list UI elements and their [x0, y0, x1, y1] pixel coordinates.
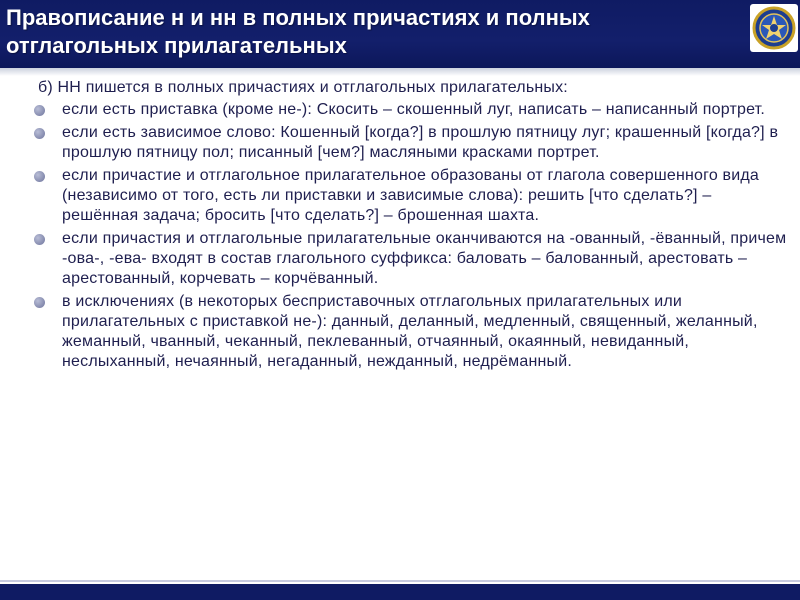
bullet-dot-icon — [34, 171, 45, 182]
rule-text: если причастия и отглагольные прилагательные оканчиваются на -ованный, -ёванный, причем -ова-, -ева- входят в состав глагольного суффикса: баловать – балованный, арестовать – арестованный, корчевать – корчёванный. — [62, 230, 787, 287]
bullet-dot-icon — [34, 234, 45, 245]
bullet-dot-icon — [34, 128, 45, 139]
footer-bar — [0, 584, 800, 600]
rule-item — [30, 123, 790, 163]
rules-content — [30, 78, 790, 375]
header-shadow — [0, 68, 800, 76]
rule-item — [30, 229, 790, 289]
rule-item — [30, 292, 790, 372]
rule-text: в исключениях (в некоторых бесприставочных отглагольных прилагательных или прилагательных с приставкой не-): данный, деланный, медленный, священный, желанный, жеманный, чванный, чеканный, пеклеванный, отчаянный, окаянный, невиданный, неслыханный, нечаянный, негаданный, нежданный, недрёманный. — [62, 293, 758, 370]
rule-item — [30, 100, 790, 120]
rule-text: если причастие и отглагольное прилагательное образованы от глагола совершенного вида (независимо от того, есть ли приставки и зависимые слова): решить [что сделать?] – решённая задача; бросить [что сделать?] – брошенная шахта. — [62, 167, 760, 224]
emblem-graphic — [750, 4, 798, 52]
title-bar — [0, 0, 800, 68]
rule-item — [30, 166, 790, 226]
intro-text: б) НН пишется в полных причастиях и отглагольных прилагательных: — [38, 79, 568, 96]
bullet-dot-icon — [34, 297, 45, 308]
bullet-dot-icon — [34, 105, 45, 116]
rule-text: если есть зависимое слово: Кошенный [когда?] в прошлую пятницу луг; крашенный [когда?] в прошлую пятницу пол; писанный [чем?] масляными красками портрет. — [62, 124, 779, 161]
emblem-icon — [750, 4, 798, 52]
page-title: Правописание н и нн в полных причастиях и полных отглагольных прилагательных — [6, 5, 590, 58]
rule-text: если есть приставка (кроме не-): Скосить – скошенный луг, написать – написанный портрет. — [62, 101, 766, 118]
footer-divider — [0, 580, 800, 582]
